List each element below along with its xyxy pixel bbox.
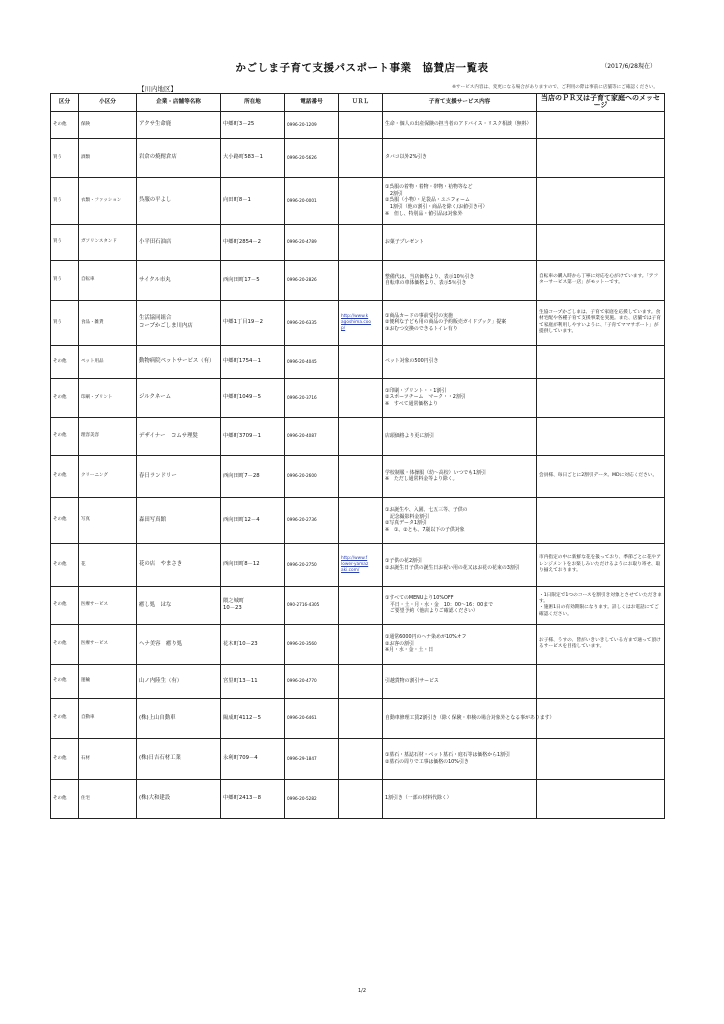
phone-cell: 0996-20-1209 — [285, 111, 339, 138]
service-line: ③おむつ交換のできるトイレ有り — [385, 325, 458, 332]
address-cell: 西向田町17－5 — [221, 260, 285, 300]
company-name-cell: 春日ランドリー — [137, 455, 221, 497]
url-cell — [339, 497, 383, 543]
company-name-cell: サイクル市丸 — [137, 260, 221, 300]
company-name-line: コープかごしま川内店 — [139, 322, 193, 329]
business-type-cell: 医療サービス — [79, 624, 137, 664]
service-cell — [383, 224, 537, 260]
table-row — [51, 455, 665, 497]
table-row — [51, 138, 665, 177]
category-cell: その他 — [51, 345, 79, 378]
url-cell — [339, 177, 383, 224]
address-cell: 陽成町4112－5 — [221, 698, 285, 738]
address-cell: 中郷町2854－2 — [221, 224, 285, 260]
address-cell: 中郷町1049－5 — [221, 378, 285, 417]
url-line[interactable]: aki.com/ — [341, 567, 360, 573]
service-line: ②呉服（小物）・足袋品・ユニフォーム — [385, 197, 470, 204]
category-cell: その他 — [51, 111, 79, 138]
service-line: タバコ以外2%引き — [385, 154, 427, 161]
company-name-cell: 癒し処 はな — [137, 586, 221, 624]
service-cell — [383, 455, 537, 497]
phone-cell: 0996-20-4789 — [285, 224, 339, 260]
header-category: 区分 — [51, 94, 79, 112]
message-cell — [537, 138, 665, 177]
service-line: ①印刷・プリント・・1割引 — [385, 387, 447, 394]
table-row — [51, 345, 665, 378]
url-cell — [339, 738, 383, 779]
table-row — [51, 586, 665, 624]
service-cell — [383, 543, 537, 586]
header-phone: 電話番号 — [285, 94, 339, 112]
service-line: ペット対象の500円引き — [385, 358, 439, 365]
service-line: ①呉服の着物・着物・帯物・袷物等など — [385, 184, 473, 191]
message-cell — [537, 738, 665, 779]
table-row — [51, 698, 665, 738]
service-cell — [383, 738, 537, 779]
category-cell: 買う — [51, 177, 79, 224]
message-cell — [537, 664, 665, 698]
phone-cell: 0996-20-6461 — [285, 698, 339, 738]
table-header-row — [51, 94, 665, 112]
page-title: かごしま子育て支援パスポート事業 協賛店一覧表 — [235, 62, 489, 74]
company-name-cell: (株)上山自動車 — [137, 698, 221, 738]
table-row — [51, 378, 665, 417]
message-line: 生協コープかごしまは、子育て家庭を応援しています。食材宅配や各種子育て支援事業を実施。また、店舗では子育て家庭が利用しやすいように、「子育てママサポート」が提供しています。 — [539, 310, 661, 335]
business-type-cell: 運輸 — [79, 664, 137, 698]
company-name-cell: ヘナ美容 癒り処 — [137, 624, 221, 664]
company-name-cell: 山ノ内陸生（有） — [137, 664, 221, 698]
service-line: 自転車の車体価格より、表示5％引き — [385, 280, 467, 287]
service-cell — [383, 497, 537, 543]
as-of-date: （2017/6/28現在） — [601, 63, 656, 70]
business-type-cell: ペット用品 — [79, 345, 137, 378]
business-type-cell: 食品・雑貨 — [79, 300, 137, 345]
category-cell: その他 — [51, 417, 79, 455]
message-line: 市内指定の中に新鮮な花を扱っており、季節ごとに花やアレンジメントをお楽しみいただけるようにお取り寄せ、取り揃えております。 — [539, 555, 661, 573]
service-cell — [383, 345, 537, 378]
message-cell — [537, 177, 665, 224]
message-cell — [537, 417, 665, 455]
service-cell — [383, 138, 537, 177]
business-type-cell: クリーニング — [79, 455, 137, 497]
page-number: 1/2 — [357, 988, 367, 994]
business-type-cell: 住宅 — [79, 779, 137, 818]
message-cell — [537, 224, 665, 260]
service-cell — [383, 698, 555, 738]
category-cell: その他 — [51, 779, 79, 818]
url-cell[interactable] — [339, 300, 383, 345]
table-row — [51, 111, 665, 138]
service-line: 学校制服・体操服（幼～高校）いつでも1割引 — [385, 469, 486, 476]
header-business-type: 小区分 — [79, 94, 137, 112]
address-cell: 西向田町7－28 — [221, 455, 285, 497]
address-cell: 西向田町12－4 — [221, 497, 285, 543]
business-type-cell: 写真 — [79, 497, 137, 543]
service-line: ※月・水・金・土・日 — [385, 647, 434, 654]
category-cell: その他 — [51, 698, 79, 738]
url-cell — [339, 586, 383, 624]
message-cell — [537, 345, 665, 378]
service-line: 平日・土・月・水・金 10：00～16：00まで — [385, 601, 494, 608]
message-line: ・1日限定で1つのコースを割引き対象とさせていただきます。 — [539, 592, 662, 604]
business-type-cell: ガソリンスタンド — [79, 224, 137, 260]
phone-cell: 0996-20-0001 — [285, 177, 339, 224]
area-label: 【川内地区】 — [138, 85, 177, 93]
address-cell: 大小路町583－1 — [221, 138, 285, 177]
service-line: ご要望予約（他店よりご確認ください） — [385, 608, 478, 615]
phone-cell: 0996-20-4770 — [285, 664, 339, 698]
company-name-line: 生活協同組合 — [139, 315, 172, 322]
service-line: ②お誕生日子供の誕生日お祝い用の花又はお花の花束の3割引 — [385, 564, 520, 571]
table-row — [51, 497, 665, 543]
service-line: 引越貨物の割引サービス — [385, 677, 439, 684]
category-cell: 買う — [51, 260, 79, 300]
phone-cell: 0996-20-5626 — [285, 138, 339, 177]
business-type-cell: 印刷・プリント — [79, 378, 137, 417]
service-line: お菓子プレゼント — [385, 238, 424, 245]
address-cell: 向田町8－1 — [221, 177, 285, 224]
phone-cell: 0996-20-2826 — [285, 260, 339, 300]
url-cell — [339, 698, 383, 738]
category-cell: 買う — [51, 300, 79, 345]
service-cell — [383, 624, 537, 664]
url-cell — [339, 111, 383, 138]
service-line: ①墓石・墓誌石材・ペット墓石・庭石等は価格から1割引 — [385, 752, 510, 759]
url-cell — [339, 378, 383, 417]
category-cell: その他 — [51, 543, 79, 586]
url-line[interactable]: http://www.f — [341, 555, 368, 561]
message-line: 会員様、毎日ごとに2割引データ。MDに対応ください。 — [539, 473, 658, 479]
table-row — [51, 260, 665, 300]
phone-cell: 0996-20-2736 — [285, 497, 339, 543]
phone-cell: 0996-20-5282 — [285, 779, 339, 818]
service-line: ※ ただし通常料金等より除く。 — [385, 476, 458, 483]
company-name-cell: 動物病院ペットサービス（有） — [137, 345, 221, 378]
phone-cell: 090-2716-4305 — [285, 586, 339, 624]
phone-cell: 0996-20-3716 — [285, 378, 339, 417]
message-line: ・施術1日の有効期限になります。詳しくはお電話にてご確認ください。 — [539, 605, 659, 617]
business-type-cell: 理容美容 — [79, 417, 137, 455]
url-line[interactable]: lower-yamaz — [341, 561, 369, 567]
header-message: 当店のＰＲ又は子育て家庭へのメッセージ — [537, 94, 665, 112]
table-row — [51, 300, 665, 345]
address-cell: 西向田町8－12 — [221, 543, 285, 586]
service-line: ②スポーツチーム マーク・・2割引 — [385, 394, 466, 401]
url-cell — [339, 455, 383, 497]
address-cell: 宮里町13－11 — [221, 664, 285, 698]
message-cell — [537, 260, 665, 300]
category-cell: その他 — [51, 455, 79, 497]
message-cell — [537, 698, 665, 738]
url-cell — [339, 664, 383, 698]
business-type-cell: 自動車 — [79, 698, 137, 738]
address-cell: 中郷町3－25 — [221, 111, 285, 138]
service-line: 店頭価格より更に割引 — [385, 432, 434, 439]
category-cell: 買う — [51, 224, 79, 260]
company-name-cell: 岩倉の焼酎倉店 — [137, 138, 221, 177]
address-cell — [221, 586, 285, 624]
phone-cell: 0996-20-4087 — [285, 417, 339, 455]
company-name-cell: デザイナー コムサ理髪 — [137, 417, 221, 455]
url-line[interactable]: http://www.k — [341, 313, 369, 319]
phone-cell: 0996-20-6335 — [285, 300, 339, 345]
business-type-cell: 酒類 — [79, 138, 137, 177]
service-line: 1割引き（一部の材料代除く） — [385, 795, 452, 802]
company-name-cell: 花の店 やまさき — [137, 543, 221, 586]
category-cell: その他 — [51, 664, 79, 698]
service-line: ②便利な子ども用の商品の予約販売ガイドブック」提案 — [385, 319, 507, 326]
company-name-cell: アクサ生命鹿 — [137, 111, 221, 138]
service-line: ②お客の割引 — [385, 640, 414, 647]
message-cell — [537, 779, 665, 818]
service-cell — [383, 586, 537, 624]
message-cell — [537, 300, 665, 345]
header-service: 子育て支援サービス内容 — [383, 94, 537, 112]
url-line[interactable]: p/ — [341, 325, 346, 331]
url-line[interactable]: agoshima.coo — [341, 319, 371, 325]
service-cell — [383, 378, 537, 417]
message-cell — [537, 111, 665, 138]
company-name-cell: (株)大和建設 — [137, 779, 221, 818]
category-cell: その他 — [51, 378, 79, 417]
service-line: ①子供の花2割引 — [385, 558, 422, 565]
message-cell — [537, 543, 665, 586]
address-cell: 中郷町1754－1 — [221, 345, 285, 378]
company-name-cell: (株)日吉石材工業 — [137, 738, 221, 779]
address-cell: 花木町10－23 — [221, 624, 285, 664]
table-row — [51, 624, 665, 664]
table-row — [51, 177, 665, 224]
disclaimer-note: ※サービス内容は、変更になる場合がありますので、ご利用の際は事前に店舗等にご確認ください。 — [452, 85, 658, 90]
url-cell — [339, 779, 383, 818]
business-type-cell: 花 — [79, 543, 137, 586]
service-line: ②墓石の周りで工事は価格の10%引き — [385, 758, 469, 765]
service-cell — [383, 664, 537, 698]
table-row — [51, 417, 665, 455]
category-cell: その他 — [51, 738, 79, 779]
message-cell — [537, 586, 665, 624]
url-cell[interactable] — [339, 543, 383, 586]
service-line: 自動車修理工賃2割引き（除く保険・車検の場合対象外となる事があります） — [385, 714, 555, 721]
service-line: ※ 但し、特別品・値引品は対象外 — [385, 210, 463, 217]
url-cell — [339, 260, 383, 300]
url-cell — [339, 417, 383, 455]
address-cell: 中郷町2413－8 — [221, 779, 285, 818]
service-cell — [383, 779, 537, 818]
service-line: ①お誕生や、入園、七五三等、子供の — [385, 506, 468, 513]
company-name-cell: 森田写真館 — [137, 497, 221, 543]
service-line: 1割引（他の割引・商品を除く/お値引き可） — [385, 203, 488, 210]
store-list-table — [50, 93, 665, 819]
service-line: ②写真データ1割引 — [385, 520, 427, 527]
service-line: ①商品カードの事前受付の実施 — [385, 312, 453, 319]
service-line: 生命・個人の出産保険の担当者のアドバイス・リスク相談（無料） — [385, 121, 532, 128]
message-cell — [537, 624, 665, 664]
service-cell — [383, 177, 537, 224]
category-cell: その他 — [51, 624, 79, 664]
service-cell — [383, 417, 537, 455]
category-cell: その他 — [51, 586, 79, 624]
business-type-cell: 保険 — [79, 111, 137, 138]
message-cell — [537, 455, 665, 497]
table-row — [51, 664, 665, 698]
table-row — [51, 543, 665, 586]
table-row — [51, 224, 665, 260]
company-name-cell — [137, 300, 221, 345]
header-company: 企業・店舗等名称 — [137, 94, 221, 112]
address-line: 10－23 — [223, 605, 242, 612]
business-type-cell: 石材 — [79, 738, 137, 779]
address-cell: 永利町709－4 — [221, 738, 285, 779]
service-cell — [383, 300, 537, 345]
message-cell — [537, 378, 665, 417]
phone-cell: 0996-20-4045 — [285, 345, 339, 378]
phone-cell: 0996-20-2750 — [285, 543, 339, 586]
message-cell — [537, 497, 665, 543]
service-line: ※ ①、②とも、7歳以下の子供対象 — [385, 526, 465, 533]
company-name-cell: 呉服の平よし — [137, 177, 221, 224]
business-type-cell: 医療サービス — [79, 586, 137, 624]
url-cell — [339, 224, 383, 260]
service-line: 記念撮影料金割引 — [385, 513, 430, 520]
business-type-cell: 衣類・ファッション — [79, 177, 137, 224]
service-line: ※ すべて通常価格より — [385, 400, 438, 407]
service-cell — [383, 111, 537, 138]
url-cell — [339, 624, 383, 664]
service-line: ①通常6000円のヘナ染めが10%オフ — [385, 634, 467, 641]
service-line: 整備代は、当店価格より、表示10％引き — [385, 273, 475, 280]
url-cell — [339, 138, 383, 177]
address-line: 隈之城町 — [223, 598, 245, 605]
url-cell — [339, 345, 383, 378]
business-type-cell: 自転車 — [79, 260, 137, 300]
service-line: ①すべてのMENUより10%OFF — [385, 595, 454, 602]
service-line: 2割引 — [385, 190, 403, 197]
header-url: ＵＲＬ — [339, 94, 383, 112]
header-address: 所在地 — [221, 94, 285, 112]
category-cell: 買う — [51, 138, 79, 177]
company-name-cell: 小平田石油店 — [137, 224, 221, 260]
table-row — [51, 779, 665, 818]
address-cell: 中郷1丁目19－2 — [221, 300, 285, 345]
service-cell — [383, 260, 537, 300]
category-cell: その他 — [51, 497, 79, 543]
table-row — [51, 738, 665, 779]
message-line: お子様、うすの、皆がいきいきしている方まで通って頂けるサービスを目指しています。 — [539, 637, 661, 650]
address-cell: 中郷町3709－1 — [221, 417, 285, 455]
phone-cell: 0996-20-3560 — [285, 624, 339, 664]
phone-cell: 0996-20-2600 — [285, 455, 339, 497]
company-name-cell: ジルクネーム — [137, 378, 221, 417]
message-line: 自転車の購入時から丁寧に対応を心がけています。「アフターサービス第一店」がモットーです。 — [539, 273, 659, 286]
phone-cell: 0996-29-1847 — [285, 738, 339, 779]
